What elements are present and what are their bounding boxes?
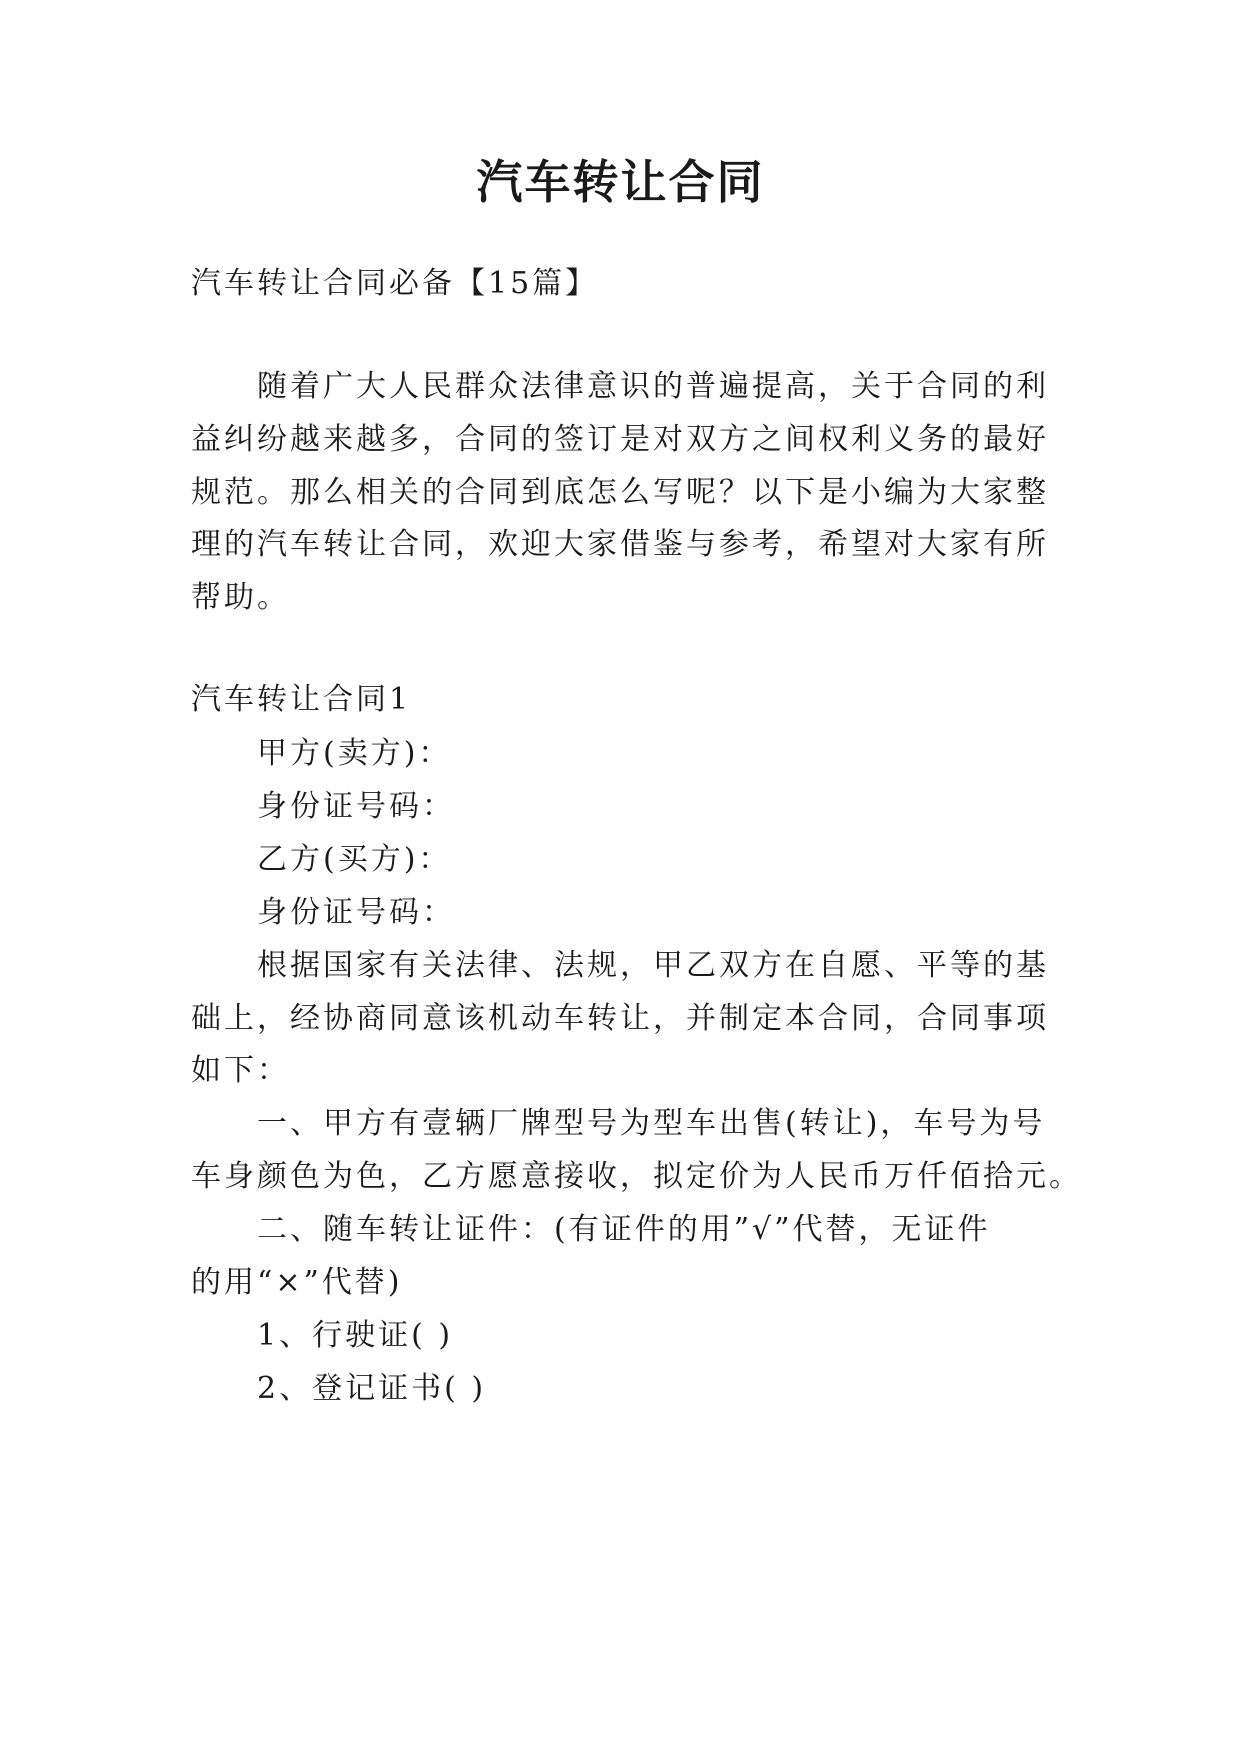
buyer-field: 乙方(买方)：	[257, 842, 452, 877]
basis-line: 础上，经协商同意该机动车转让，并制定本合同，合同事项	[191, 1001, 1049, 1036]
intro-line: 帮助。	[191, 580, 290, 615]
section-heading: 汽车转让合同1	[191, 682, 412, 717]
basis-line: 如下：	[191, 1053, 290, 1088]
clause-line: 一、甲方有壹辆厂牌型号为型车出售(转让)，车号为号	[257, 1106, 1046, 1141]
document-title: 汽车转让合同	[476, 155, 765, 209]
list-item: 1、行驶证( )	[257, 1318, 454, 1353]
intro-line: 益纠纷越来越多，合同的签订是对双方之间权利义务的最好	[191, 422, 1049, 457]
intro-line: 规范。那么相关的合同到底怎么写呢？以下是小编为大家整	[191, 475, 1049, 510]
clause-line: 的用“×”代替)	[191, 1265, 403, 1300]
seller-field: 甲方(卖方)：	[257, 736, 452, 771]
document-subtitle: 汽车转让合同必备【15篇】	[191, 266, 599, 301]
clause-line: 车身颜色为色，乙方愿意接收，拟定价为人民币万仟佰拾元。	[191, 1159, 1082, 1194]
clause-line: 二、随车转让证件：(有证件的用”√”代替，无证件	[257, 1212, 991, 1247]
buyer-id-field: 身份证号码：	[257, 895, 455, 930]
seller-id-field: 身份证号码：	[257, 789, 455, 824]
intro-line: 随着广大人民群众法律意识的普遍提高，关于合同的利	[257, 369, 1049, 404]
basis-line: 根据国家有关法律、法规，甲乙双方在自愿、平等的基	[257, 948, 1049, 983]
list-item: 2、登记证书( )	[257, 1371, 487, 1406]
intro-line: 理的汽车转让合同，欢迎大家借鉴与参考，希望对大家有所	[191, 527, 1049, 562]
